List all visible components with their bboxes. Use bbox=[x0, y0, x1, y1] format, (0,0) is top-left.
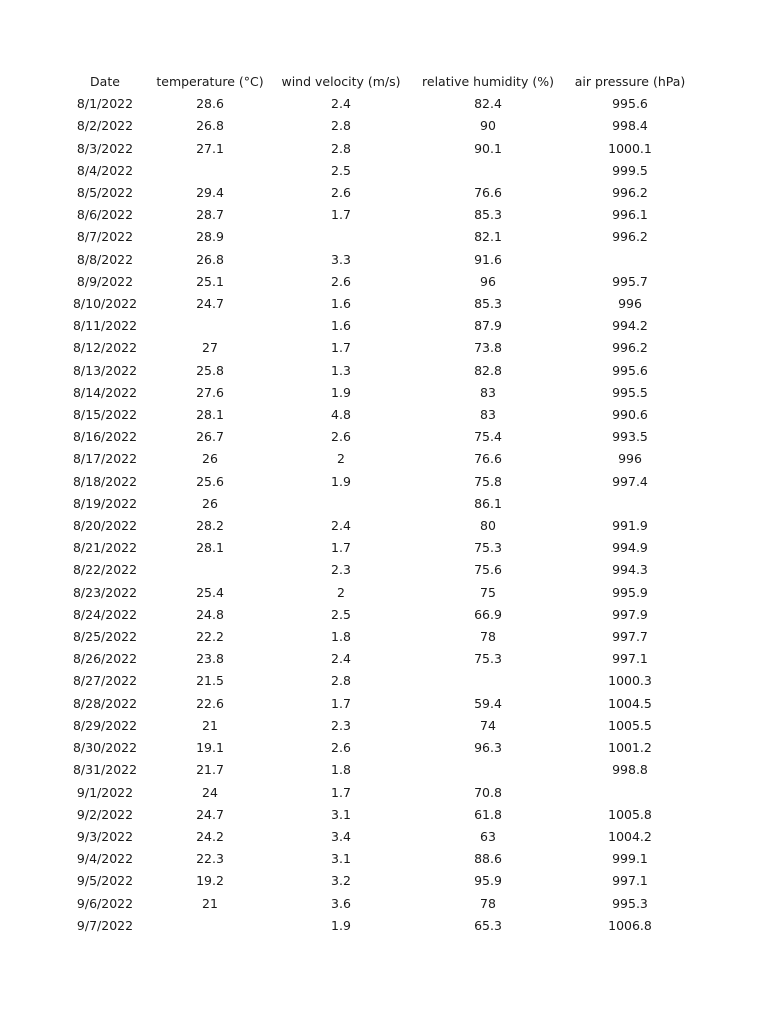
table-row bbox=[54, 271, 702, 293]
cell-air-pressure: 994.2 bbox=[612, 318, 648, 334]
table-row bbox=[54, 759, 702, 781]
cell-temperature: 27.6 bbox=[196, 384, 224, 400]
cell-wind-velocity: 1.3 bbox=[331, 362, 351, 378]
cell-wind-velocity: 2.8 bbox=[331, 118, 351, 134]
cell-relative-humidity: 86.1 bbox=[474, 495, 502, 511]
cell-relative-humidity: 75.6 bbox=[474, 562, 502, 578]
cell-wind-velocity: 1.6 bbox=[331, 296, 351, 312]
cell-air-pressure: 995.5 bbox=[612, 384, 648, 400]
cell-date: 8/29/2022 bbox=[72, 717, 138, 733]
cell-temperature bbox=[156, 315, 264, 337]
cell-date: 9/2/2022 bbox=[76, 806, 134, 822]
cell-relative-humidity: 66.9 bbox=[474, 606, 502, 622]
cell-temperature: 26.8 bbox=[196, 118, 224, 134]
table-row bbox=[54, 670, 702, 692]
cell-wind-velocity: 1.6 bbox=[331, 318, 351, 334]
cell-wind-velocity: 2.4 bbox=[331, 651, 351, 667]
cell-temperature: 28.9 bbox=[196, 229, 224, 245]
cell-air-pressure: 998.8 bbox=[612, 762, 648, 778]
cell-date: 8/7/2022 bbox=[76, 229, 134, 245]
cell-relative-humidity: 85.3 bbox=[474, 207, 502, 223]
cell-temperature: 26 bbox=[202, 495, 218, 511]
cell-wind-velocity: 1.8 bbox=[331, 629, 351, 645]
cell-date: 8/22/2022 bbox=[72, 562, 138, 578]
table-row bbox=[54, 848, 702, 870]
cell-date: 8/8/2022 bbox=[76, 251, 134, 267]
cell-wind-velocity: 2.3 bbox=[331, 717, 351, 733]
table-row bbox=[54, 826, 702, 848]
cell-temperature: 21 bbox=[202, 717, 218, 733]
cell-wind-velocity: 1.9 bbox=[331, 473, 351, 489]
cell-relative-humidity: 78 bbox=[480, 629, 496, 645]
cell-temperature: 19.2 bbox=[196, 873, 224, 889]
cell-relative-humidity: 83 bbox=[480, 384, 496, 400]
cell-temperature bbox=[156, 915, 264, 937]
cell-air-pressure: 995.6 bbox=[612, 96, 648, 112]
table-row bbox=[54, 893, 702, 915]
cell-air-pressure: 995.7 bbox=[612, 273, 648, 289]
cell-temperature: 25.6 bbox=[196, 473, 224, 489]
cell-temperature: 28.2 bbox=[196, 518, 224, 534]
cell-relative-humidity: 75.3 bbox=[474, 651, 502, 667]
cell-relative-humidity: 90 bbox=[480, 118, 496, 134]
table-row bbox=[54, 160, 702, 182]
cell-date: 8/5/2022 bbox=[76, 185, 134, 201]
cell-date: 8/14/2022 bbox=[72, 384, 138, 400]
cell-wind-velocity: 3.1 bbox=[331, 806, 351, 822]
table-row bbox=[54, 626, 702, 648]
cell-wind-velocity: 2.8 bbox=[331, 140, 351, 156]
cell-date: 8/27/2022 bbox=[72, 673, 138, 689]
header-wind-velocity: wind velocity (m/s) bbox=[281, 74, 401, 89]
cell-temperature bbox=[156, 160, 264, 182]
table-row bbox=[54, 293, 702, 315]
cell-air-pressure: 995.6 bbox=[612, 362, 648, 378]
cell-wind-velocity: 2.8 bbox=[331, 673, 351, 689]
table-row bbox=[54, 115, 702, 137]
cell-temperature: 26.7 bbox=[196, 429, 224, 445]
cell-relative-humidity: 87.9 bbox=[474, 318, 502, 334]
cell-temperature: 28.1 bbox=[196, 540, 224, 556]
table-row bbox=[54, 138, 702, 160]
table-row bbox=[54, 870, 702, 892]
cell-temperature: 24.7 bbox=[196, 296, 224, 312]
cell-relative-humidity: 70.8 bbox=[474, 784, 502, 800]
cell-wind-velocity: 3.2 bbox=[331, 873, 351, 889]
cell-air-pressure: 995.9 bbox=[612, 584, 648, 600]
cell-date: 8/28/2022 bbox=[72, 695, 138, 711]
cell-relative-humidity: 65.3 bbox=[474, 917, 502, 933]
cell-air-pressure: 997.1 bbox=[612, 651, 648, 667]
cell-date: 8/12/2022 bbox=[72, 340, 138, 356]
cell-relative-humidity: 75.4 bbox=[474, 429, 502, 445]
cell-date: 8/9/2022 bbox=[76, 273, 134, 289]
cell-wind-velocity: 2.5 bbox=[331, 162, 351, 178]
table-row bbox=[54, 315, 702, 337]
cell-air-pressure: 996.2 bbox=[612, 340, 648, 356]
cell-air-pressure: 991.9 bbox=[612, 518, 648, 534]
table-row bbox=[54, 404, 702, 426]
cell-date: 8/23/2022 bbox=[72, 584, 138, 600]
cell-relative-humidity: 90.1 bbox=[474, 140, 502, 156]
header-date: Date bbox=[90, 74, 120, 89]
cell-date: 8/1/2022 bbox=[76, 96, 134, 112]
table-row bbox=[54, 604, 702, 626]
cell-wind-velocity: 2.3 bbox=[331, 562, 351, 578]
cell-date: 8/15/2022 bbox=[72, 407, 138, 423]
cell-date: 8/24/2022 bbox=[72, 606, 138, 622]
table-header-row bbox=[54, 71, 702, 93]
cell-date: 8/16/2022 bbox=[72, 429, 138, 445]
cell-temperature: 25.4 bbox=[196, 584, 224, 600]
cell-temperature: 19.1 bbox=[196, 740, 224, 756]
cell-temperature: 24.2 bbox=[196, 828, 224, 844]
table-row bbox=[54, 426, 702, 448]
cell-air-pressure: 1004.5 bbox=[608, 695, 652, 711]
cell-relative-humidity: 76.6 bbox=[474, 185, 502, 201]
cell-air-pressure: 1005.5 bbox=[608, 717, 652, 733]
cell-temperature: 28.7 bbox=[196, 207, 224, 223]
cell-relative-humidity bbox=[418, 670, 558, 692]
table-row bbox=[54, 204, 702, 226]
cell-air-pressure: 1005.8 bbox=[608, 806, 652, 822]
cell-temperature: 22.3 bbox=[196, 851, 224, 867]
table-row bbox=[54, 915, 702, 937]
cell-date: 9/1/2022 bbox=[76, 784, 134, 800]
cell-temperature: 24.7 bbox=[196, 806, 224, 822]
cell-date: 8/2/2022 bbox=[76, 118, 134, 134]
table-row bbox=[54, 448, 702, 470]
cell-air-pressure: 998.4 bbox=[612, 118, 648, 134]
cell-air-pressure: 999.1 bbox=[612, 851, 648, 867]
cell-air-pressure: 997.9 bbox=[612, 606, 648, 622]
cell-relative-humidity: 75.8 bbox=[474, 473, 502, 489]
cell-air-pressure: 1000.1 bbox=[608, 140, 652, 156]
cell-date: 8/25/2022 bbox=[72, 629, 138, 645]
cell-temperature: 21.7 bbox=[196, 762, 224, 778]
cell-air-pressure: 1001.2 bbox=[608, 740, 652, 756]
cell-date: 8/17/2022 bbox=[72, 451, 138, 467]
cell-wind-velocity: 3.4 bbox=[331, 828, 351, 844]
cell-date: 8/21/2022 bbox=[72, 540, 138, 556]
cell-air-pressure: 997.4 bbox=[612, 473, 648, 489]
cell-wind-velocity: 1.7 bbox=[331, 784, 351, 800]
cell-wind-velocity: 2.5 bbox=[331, 606, 351, 622]
header-relative-humidity: relative humidity (%) bbox=[422, 74, 554, 89]
cell-air-pressure: 996.2 bbox=[612, 229, 648, 245]
cell-date: 8/4/2022 bbox=[76, 162, 134, 178]
cell-wind-velocity: 3.3 bbox=[331, 251, 351, 267]
cell-date: 8/3/2022 bbox=[76, 140, 134, 156]
cell-relative-humidity: 82.4 bbox=[474, 96, 502, 112]
cell-relative-humidity: 75.3 bbox=[474, 540, 502, 556]
cell-air-pressure: 1006.8 bbox=[608, 917, 652, 933]
cell-air-pressure: 999.5 bbox=[612, 162, 648, 178]
cell-wind-velocity: 4.8 bbox=[331, 407, 351, 423]
cell-relative-humidity: 78 bbox=[480, 895, 496, 911]
cell-date: 9/4/2022 bbox=[76, 851, 134, 867]
table-row bbox=[54, 360, 702, 382]
cell-relative-humidity: 59.4 bbox=[474, 695, 502, 711]
cell-wind-velocity: 2 bbox=[337, 584, 345, 600]
cell-relative-humidity: 80 bbox=[480, 518, 496, 534]
cell-date: 8/18/2022 bbox=[72, 473, 138, 489]
cell-air-pressure: 996.1 bbox=[612, 207, 648, 223]
cell-air-pressure bbox=[558, 493, 702, 515]
cell-date: 8/20/2022 bbox=[72, 518, 138, 534]
cell-date: 9/5/2022 bbox=[76, 873, 134, 889]
cell-air-pressure: 1000.3 bbox=[608, 673, 652, 689]
table-row bbox=[54, 737, 702, 759]
cell-wind-velocity: 1.7 bbox=[331, 340, 351, 356]
cell-relative-humidity bbox=[418, 759, 558, 781]
table-row bbox=[54, 337, 702, 359]
cell-temperature: 28.1 bbox=[196, 407, 224, 423]
cell-temperature: 21 bbox=[202, 895, 218, 911]
cell-wind-velocity: 3.1 bbox=[331, 851, 351, 867]
cell-relative-humidity: 61.8 bbox=[474, 806, 502, 822]
table-row bbox=[54, 693, 702, 715]
cell-wind-velocity: 1.9 bbox=[331, 384, 351, 400]
cell-date: 8/31/2022 bbox=[72, 762, 138, 778]
cell-relative-humidity: 73.8 bbox=[474, 340, 502, 356]
cell-relative-humidity: 85.3 bbox=[474, 296, 502, 312]
table-row bbox=[54, 804, 702, 826]
weather-data-table bbox=[54, 71, 702, 937]
cell-temperature: 23.8 bbox=[196, 651, 224, 667]
table-body bbox=[54, 93, 702, 937]
cell-temperature: 26.8 bbox=[196, 251, 224, 267]
cell-date: 8/10/2022 bbox=[72, 296, 138, 312]
header-temperature: temperature (°C) bbox=[156, 74, 264, 89]
cell-temperature: 21.5 bbox=[196, 673, 224, 689]
cell-relative-humidity: 74 bbox=[480, 717, 496, 733]
cell-wind-velocity: 3.6 bbox=[331, 895, 351, 911]
table-row bbox=[54, 515, 702, 537]
table-row bbox=[54, 782, 702, 804]
cell-relative-humidity: 63 bbox=[480, 828, 496, 844]
cell-temperature bbox=[156, 559, 264, 581]
cell-wind-velocity: 2.4 bbox=[331, 96, 351, 112]
cell-relative-humidity: 76.6 bbox=[474, 451, 502, 467]
cell-wind-velocity: 1.7 bbox=[331, 207, 351, 223]
cell-wind-velocity: 2.6 bbox=[331, 185, 351, 201]
cell-relative-humidity: 83 bbox=[480, 407, 496, 423]
cell-wind-velocity: 1.7 bbox=[331, 540, 351, 556]
cell-date: 8/19/2022 bbox=[72, 495, 138, 511]
table-row bbox=[54, 648, 702, 670]
table-row bbox=[54, 93, 702, 115]
cell-date: 8/11/2022 bbox=[72, 318, 138, 334]
cell-relative-humidity: 96 bbox=[480, 273, 496, 289]
table-row bbox=[54, 249, 702, 271]
cell-air-pressure: 997.7 bbox=[612, 629, 648, 645]
cell-date: 9/3/2022 bbox=[76, 828, 134, 844]
cell-air-pressure: 996.2 bbox=[612, 185, 648, 201]
cell-air-pressure: 996 bbox=[618, 451, 642, 467]
cell-relative-humidity bbox=[418, 160, 558, 182]
cell-relative-humidity: 95.9 bbox=[474, 873, 502, 889]
table-row bbox=[54, 559, 702, 581]
cell-wind-velocity: 2.6 bbox=[331, 740, 351, 756]
cell-temperature: 26 bbox=[202, 451, 218, 467]
cell-temperature: 27 bbox=[202, 340, 218, 356]
cell-relative-humidity: 75 bbox=[480, 584, 496, 600]
cell-date: 9/6/2022 bbox=[76, 895, 134, 911]
cell-air-pressure: 994.3 bbox=[612, 562, 648, 578]
cell-temperature: 24 bbox=[202, 784, 218, 800]
cell-air-pressure: 994.9 bbox=[612, 540, 648, 556]
cell-relative-humidity: 82.1 bbox=[474, 229, 502, 245]
cell-temperature: 25.8 bbox=[196, 362, 224, 378]
cell-wind-velocity: 1.9 bbox=[331, 917, 351, 933]
cell-air-pressure: 995.3 bbox=[612, 895, 648, 911]
table-row bbox=[54, 471, 702, 493]
cell-air-pressure: 1004.2 bbox=[608, 828, 652, 844]
cell-temperature: 25.1 bbox=[196, 273, 224, 289]
cell-wind-velocity bbox=[264, 493, 418, 515]
cell-temperature: 27.1 bbox=[196, 140, 224, 156]
cell-date: 9/7/2022 bbox=[76, 917, 134, 933]
cell-air-pressure bbox=[558, 782, 702, 804]
cell-date: 8/26/2022 bbox=[72, 651, 138, 667]
cell-air-pressure: 990.6 bbox=[612, 407, 648, 423]
cell-relative-humidity: 91.6 bbox=[474, 251, 502, 267]
cell-relative-humidity: 96.3 bbox=[474, 740, 502, 756]
table-row bbox=[54, 182, 702, 204]
table-row bbox=[54, 382, 702, 404]
cell-air-pressure: 997.1 bbox=[612, 873, 648, 889]
table-row bbox=[54, 582, 702, 604]
cell-wind-velocity: 2.6 bbox=[331, 273, 351, 289]
cell-air-pressure: 996 bbox=[618, 296, 642, 312]
cell-date: 8/6/2022 bbox=[76, 207, 134, 223]
cell-wind-velocity: 2.6 bbox=[331, 429, 351, 445]
table-row bbox=[54, 226, 702, 248]
cell-wind-velocity: 2.4 bbox=[331, 518, 351, 534]
cell-temperature: 24.8 bbox=[196, 606, 224, 622]
cell-wind-velocity bbox=[264, 226, 418, 248]
table-row bbox=[54, 715, 702, 737]
cell-date: 8/30/2022 bbox=[72, 740, 138, 756]
cell-temperature: 29.4 bbox=[196, 185, 224, 201]
table-row bbox=[54, 537, 702, 559]
cell-relative-humidity: 82.8 bbox=[474, 362, 502, 378]
cell-wind-velocity: 2 bbox=[337, 451, 345, 467]
cell-relative-humidity: 88.6 bbox=[474, 851, 502, 867]
cell-date: 8/13/2022 bbox=[72, 362, 138, 378]
cell-wind-velocity: 1.8 bbox=[331, 762, 351, 778]
cell-temperature: 22.6 bbox=[196, 695, 224, 711]
table-row bbox=[54, 493, 702, 515]
header-air-pressure: air pressure (hPa) bbox=[574, 74, 686, 89]
cell-air-pressure: 993.5 bbox=[612, 429, 648, 445]
cell-wind-velocity: 1.7 bbox=[331, 695, 351, 711]
cell-temperature: 22.2 bbox=[196, 629, 224, 645]
cell-air-pressure bbox=[558, 249, 702, 271]
cell-temperature: 28.6 bbox=[196, 96, 224, 112]
